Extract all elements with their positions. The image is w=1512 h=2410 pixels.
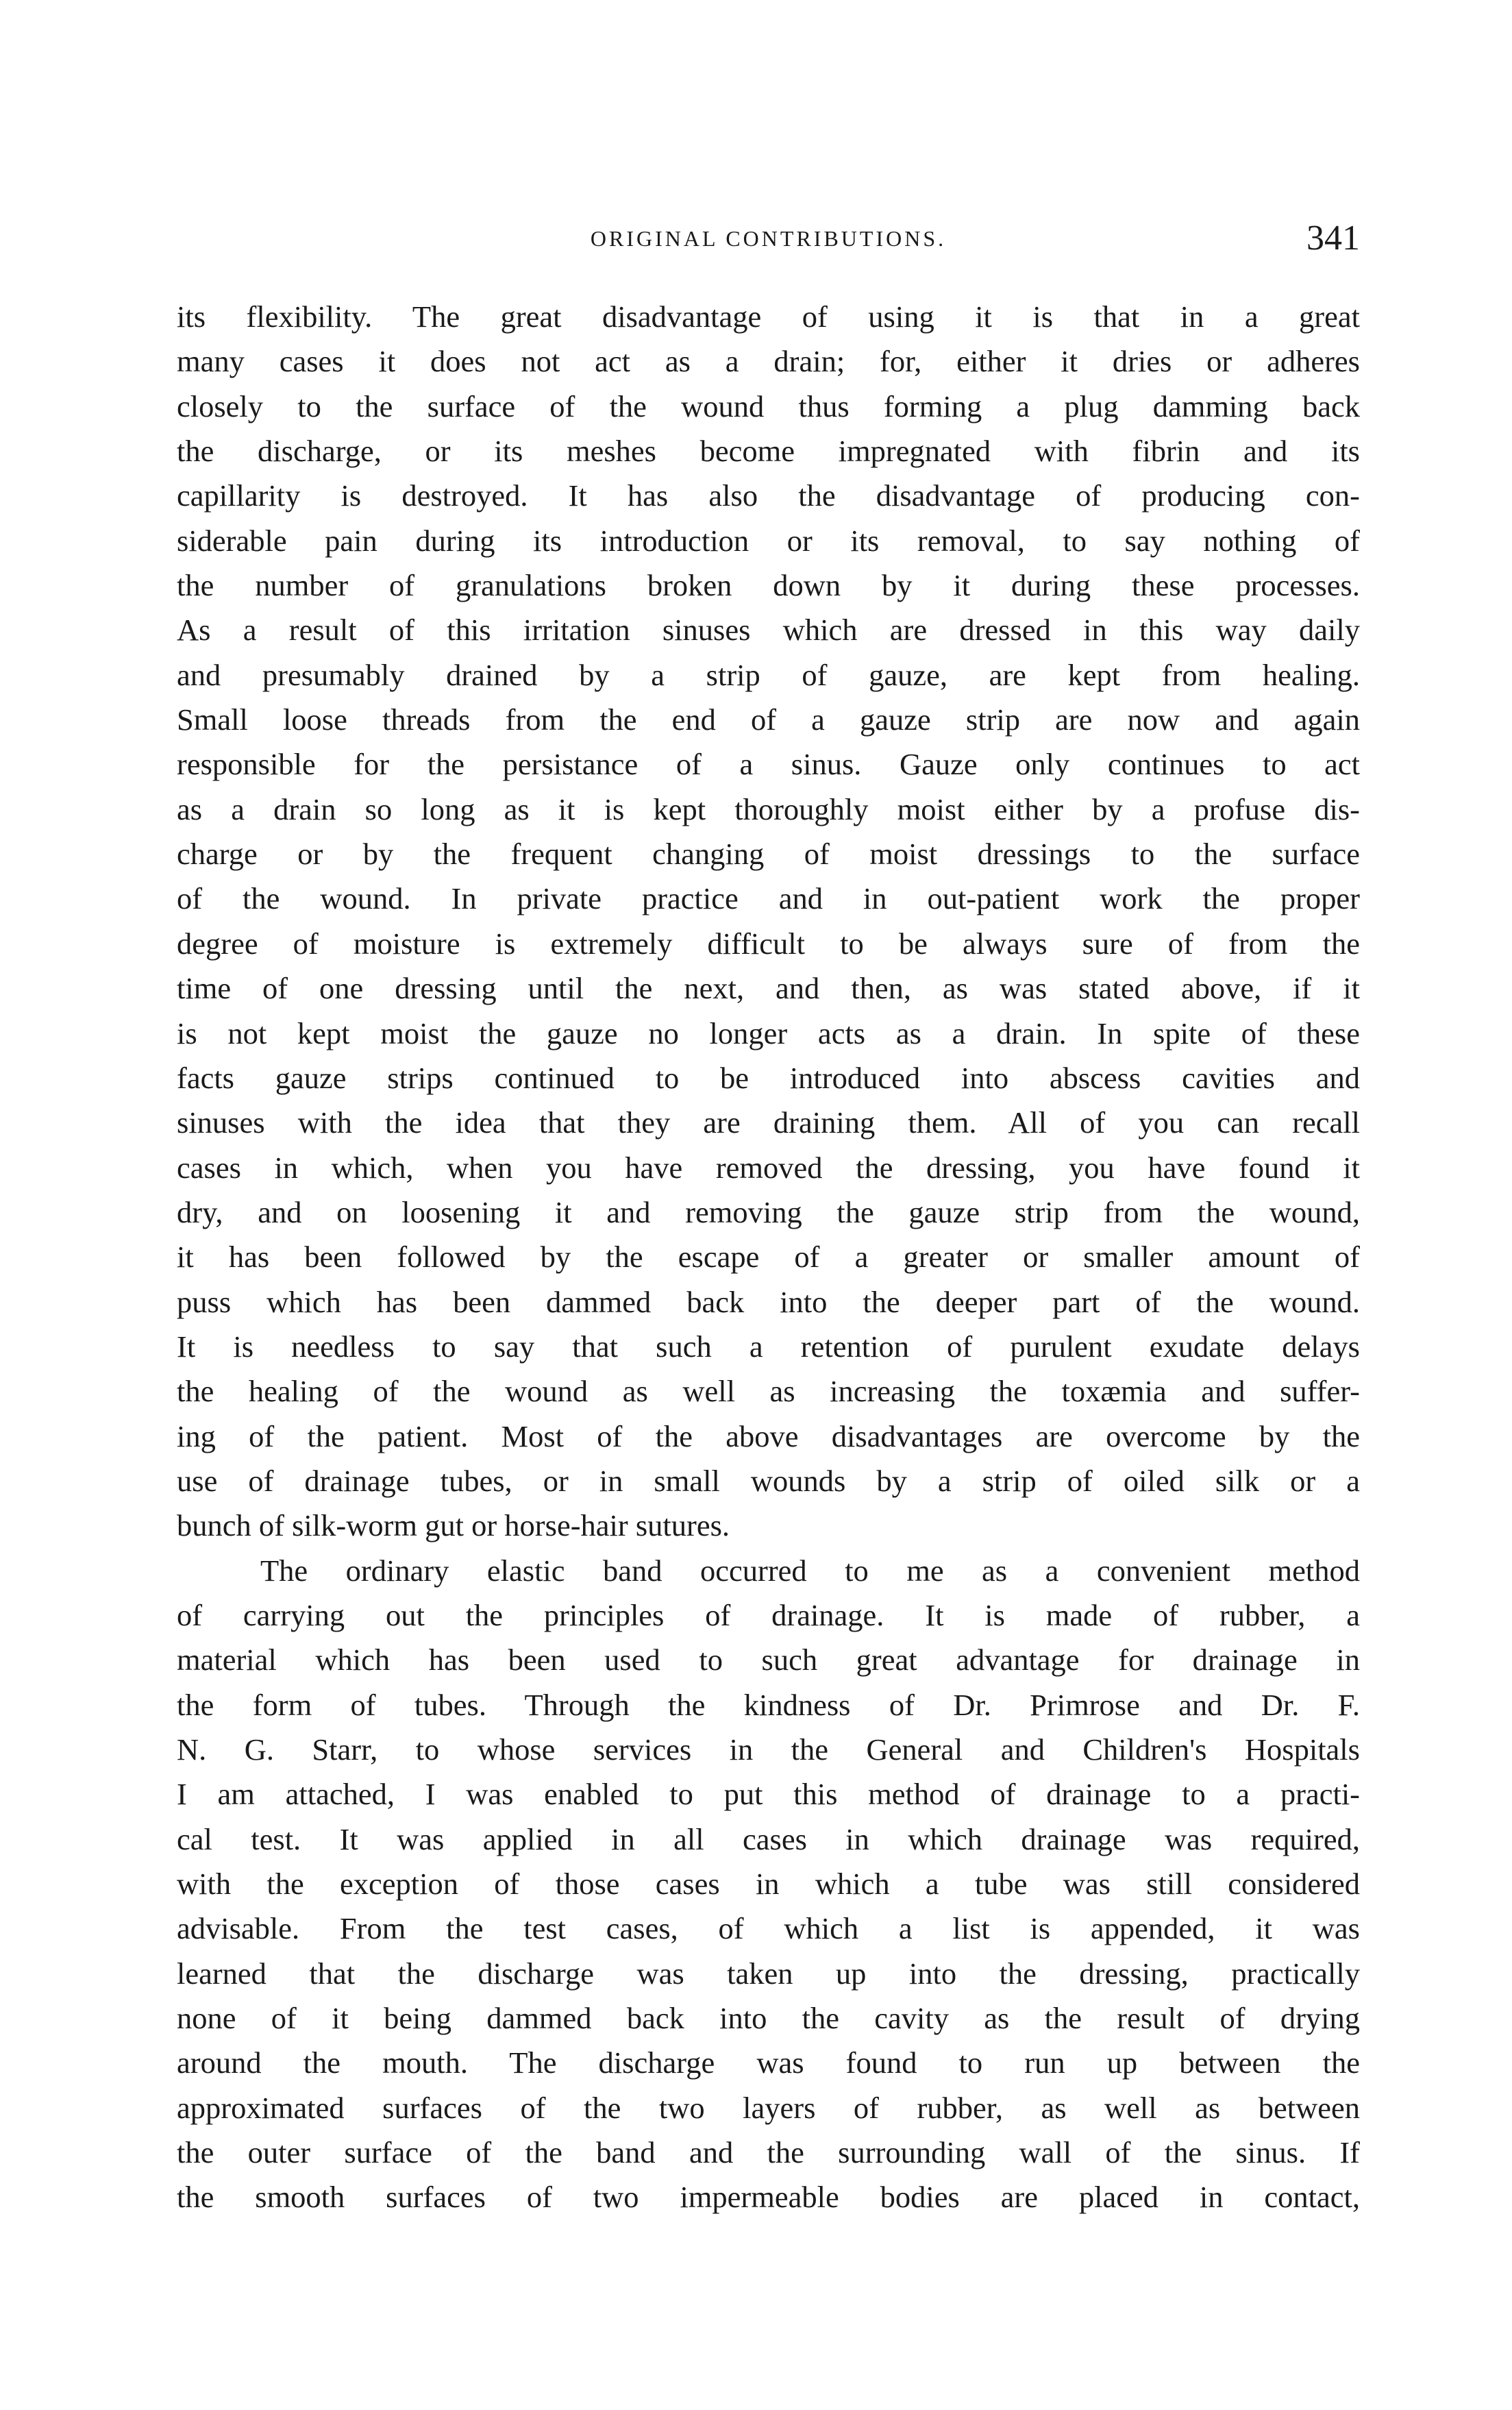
text-line: charge or by the frequent changing of moist dressings to the surface — [177, 837, 1360, 872]
text-line: responsible for the persistance of a sinus. Gauze only continues to act — [177, 747, 1360, 782]
text-line: cases in which, when you have removed the dressing, you have found it — [177, 1150, 1360, 1185]
text-line: learned that the discharge was taken up into the dressing, practically — [177, 1956, 1360, 1991]
text-line: time of one dressing until the next, and then, as was stated above, if it — [177, 971, 1360, 1006]
text-line: It is needless to say that such a retention of purulent exudate delays — [177, 1329, 1360, 1364]
text-line: bunch of silk-worm gut or horse-hair sutures. — [177, 1508, 730, 1543]
text-line: the form of tubes. Through the kindness of Dr. Primrose and Dr. F. — [177, 1687, 1360, 1722]
text-line: cal test. It was applied in all cases in which drainage was required, — [177, 1821, 1360, 1856]
text-line: the healing of the wound as well as increasing the toxæmia and suffer- — [177, 1374, 1360, 1409]
text-line: approximated surfaces of the two layers of rubber, as well as between — [177, 2090, 1360, 2125]
text-line: puss which has been dammed back into the deeper part of the wound. — [177, 1284, 1360, 1319]
text-line: siderable pain during its introduction or its removal, to say nothing of — [177, 523, 1360, 558]
text-line: the discharge, or its meshes become impregnated with fibrin and its — [177, 434, 1360, 469]
text-line: with the exception of those cases in which a tube was still considered — [177, 1867, 1360, 1902]
text-line: The ordinary elastic band occurred to me as a convenient method — [260, 1553, 1360, 1588]
paragraph-2 — [177, 1549, 1360, 2220]
text-line: capillarity is destroyed. It has also the disadvantage of producing con- — [177, 478, 1360, 513]
text-line: it has been followed by the escape of a greater or smaller amount of — [177, 1240, 1360, 1275]
text-line: the outer surface of the band and the surrounding wall of the sinus. If — [177, 2135, 1360, 2170]
text-line: material which has been used to such great advantage for drainage in — [177, 1643, 1360, 1677]
text-line: as a drain so long as it is kept thoroughly moist either by a profuse dis- — [177, 791, 1360, 826]
text-line: of the wound. In private practice and in out-patient work the proper — [177, 881, 1360, 916]
text-line: the smooth surfaces of two impermeable bodies are placed in contact, — [177, 2180, 1360, 2215]
text-line: use of drainage tubes, or in small wounds by a strip of oiled silk or a — [177, 1463, 1360, 1498]
text-line: the number of granulations broken down by it during these processes. — [177, 568, 1360, 603]
text-line: many cases it does not act as a drain; for, either it dries or adheres — [177, 344, 1360, 379]
text-line: none of it being dammed back into the cavity as the result of drying — [177, 2001, 1360, 2036]
text-line: I am attached, I was enabled to put this method of drainage to a practi- — [177, 1777, 1360, 1812]
body-text — [177, 295, 1360, 2220]
text-line: and presumably drained by a strip of gauze, are kept from healing. — [177, 657, 1360, 692]
text-line: of carrying out the principles of drainage. It is made of rubber, a — [177, 1597, 1360, 1632]
text-line: N. G. Starr, to whose services in the General and Children's Hospitals — [177, 1732, 1360, 1767]
running-head — [177, 218, 1360, 259]
text-line: is not kept moist the gauze no longer acts as a drain. In spite of these — [177, 1016, 1360, 1050]
running-title: ORIGINAL CONTRIBUTIONS. — [590, 226, 947, 251]
text-line: advisable. From the test cases, of which a list is appended, it was — [177, 1911, 1360, 1946]
text-line: around the mouth. The discharge was found to run up between the — [177, 2045, 1360, 2080]
text-line: ing of the patient. Most of the above disadvantages are overcome by the — [177, 1418, 1360, 1453]
text-line: closely to the surface of the wound thus forming a plug damming back — [177, 389, 1360, 423]
text-line: sinuses with the idea that they are draining them. All of you can recall — [177, 1105, 1360, 1140]
text-line: Small loose threads from the end of a gauze strip are now and again — [177, 702, 1360, 737]
text-line: degree of moisture is extremely difficult to be always sure of from the — [177, 926, 1360, 961]
text-line: dry, and on loosening it and removing the gauze strip from the wound, — [177, 1194, 1360, 1229]
paragraph-1 — [177, 295, 1360, 1549]
text-line: As a result of this irritation sinuses which are dressed in this way daily — [177, 613, 1360, 648]
text-line: its flexibility. The great disadvantage of using it is that in a great — [177, 299, 1360, 334]
text-line: facts gauze strips continued to be introduced into abscess cavities and — [177, 1060, 1360, 1095]
page-number: 341 — [1306, 219, 1360, 258]
